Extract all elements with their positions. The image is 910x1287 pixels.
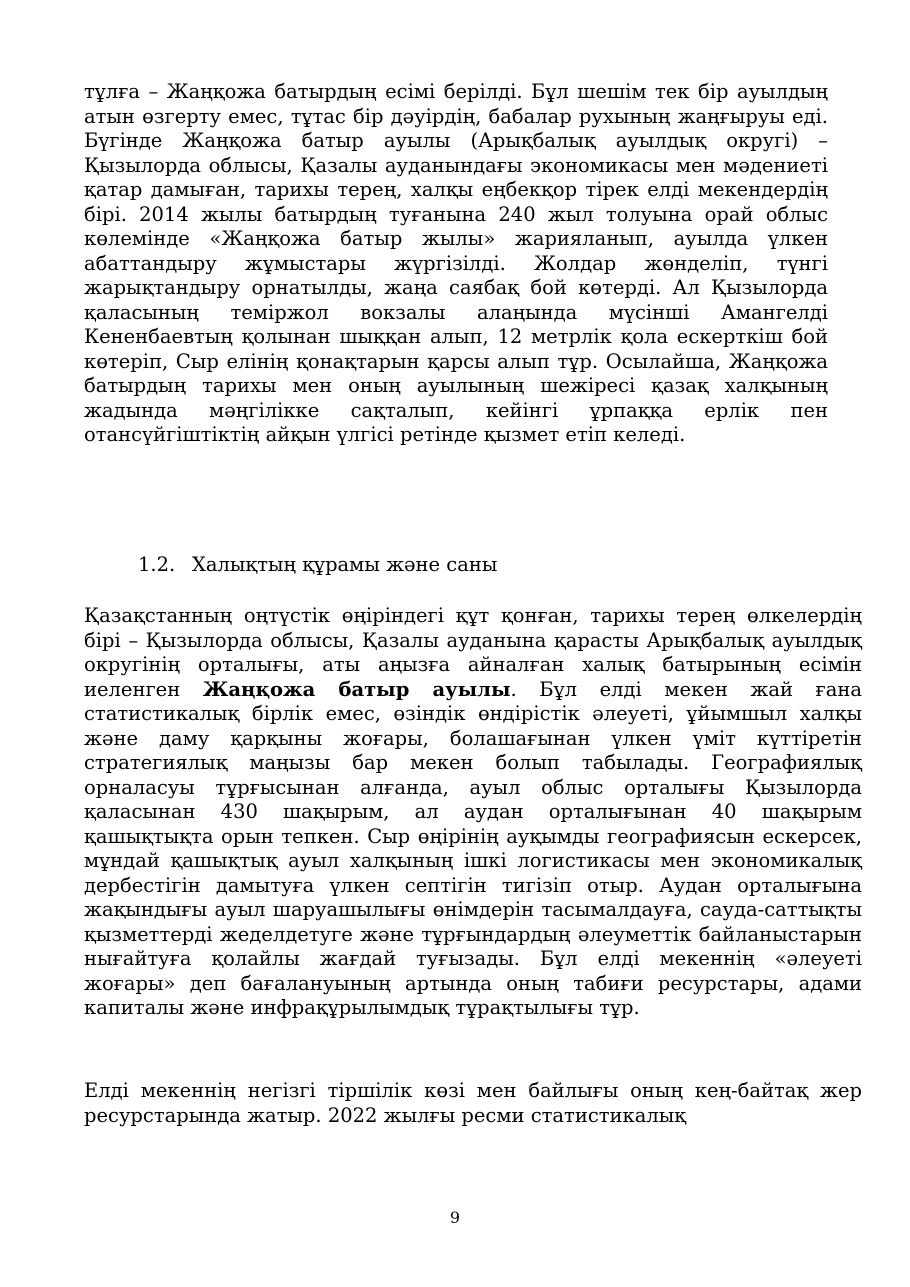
village-name-bold: Жаңқожа батыр ауылы: [202, 677, 511, 701]
body-paragraph: [84, 604, 862, 1021]
paragraph-text: Қазақстанның оңтүстік өңіріндегі құт қонған, тарихы терең өлкелердің бірі – Қызылорда облысы, Қазалы ауданына қарасты Арықбалық ауылдық округінің орталығы, аты аңызға айналған халық батырының есімін иеленген: [84, 604, 862, 701]
body-paragraph: тұлға – Жаңқожа батырдың есімі берілді. Бұл шешім тек бір ауылдың атын өзгерту емес, тұтас бір дәуірдің, бабалар рухының жаңғыруы еді. Бүгінде Жаңқожа батыр ауылы (Арықбалық ауылдық округі) – Қызылорда облысы, Қазалы ауданындағы экономикасы мен мәдениеті қатар дамыған, тарихы терең, халқы еңбекқор тірек елді мекендердің бірі. 2014 жылы батырдың туғанына 240 жыл толуына орай облыс көлемінде «Жаңқожа батыр жылы» жарияланып, ауылда үлкен абаттандыру жұмыстары жүргізілді. Жолдар жөнделіп, түнгі жарықтандыру орнатылды, жаңа саябақ бой көтерді. Ал Қызылорда қаласының теміржол вокзалы алаңында мүсінші Амангелді Кененбаевтың қолынан шыққан алып, 12 метрлік қола ескерткіш бой көтеріп, Сыр елінің қонақтарын қарсы алып тұр. Осылайша, Жаңқожа батырдың тарихы мен оның ауылының шежіресі қазақ халқының жадында мәңгілікке сақталып, кейінгі ұрпаққа ерлік пен отансүйгіштіктің айқын үлгісі ретінде қызмет етіп келеді.: [84, 80, 828, 446]
page-number: 9: [449, 1208, 461, 1227]
section-title: Халықтың құрамы және саны: [192, 553, 498, 576]
section-heading: [138, 553, 497, 578]
paragraph-text: . Бұл елді мекен жай ғана статистикалық бірлік емес, өзіндік өндірістік әлеуеті, ұйымшыл халқы және даму қарқыны жоғары, болашағынан үлкен үміт күттіретін стратегиялық маңызы бар мекен болып табылады. Географиялық орналасуы тұрғысынан алғанда, ауыл облыс орталығы Қызылорда қаласынан 430 шақырым, ал аудан орталығынан 40 шақырым қашықтықта орын тепкен. Сыр өңірінің ауқымды географиясын ескерсек, мұндай қашықтық ауыл халқының ішкі логистикасы мен экономикалық дербестігін дамытуға үлкен септігін тигізіп отыр. Аудан орталығына жақындығы ауыл шаруашылығы өнімдерін тасымалдауға, сауда-саттықты қызметтерді жеделдетуге және тұрғындардың әлеуметтік байланыстарын нығайтуға қолайлы жағдай туғызады. Бұл елді мекеннің «әлеуеті жоғары» деп бағалануының артында оның табиғи ресурстары, адами капиталы және инфрақұрылымдық тұрақтылығы тұр.: [84, 677, 863, 1019]
section-number: 1.2.: [138, 553, 176, 576]
body-paragraph: Елді мекеннің негізгі тіршілік көзі мен байлығы оның кең-байтақ жер ресурстарында жатыр. 2022 жылғы ресми статистикалық: [84, 1079, 862, 1127]
